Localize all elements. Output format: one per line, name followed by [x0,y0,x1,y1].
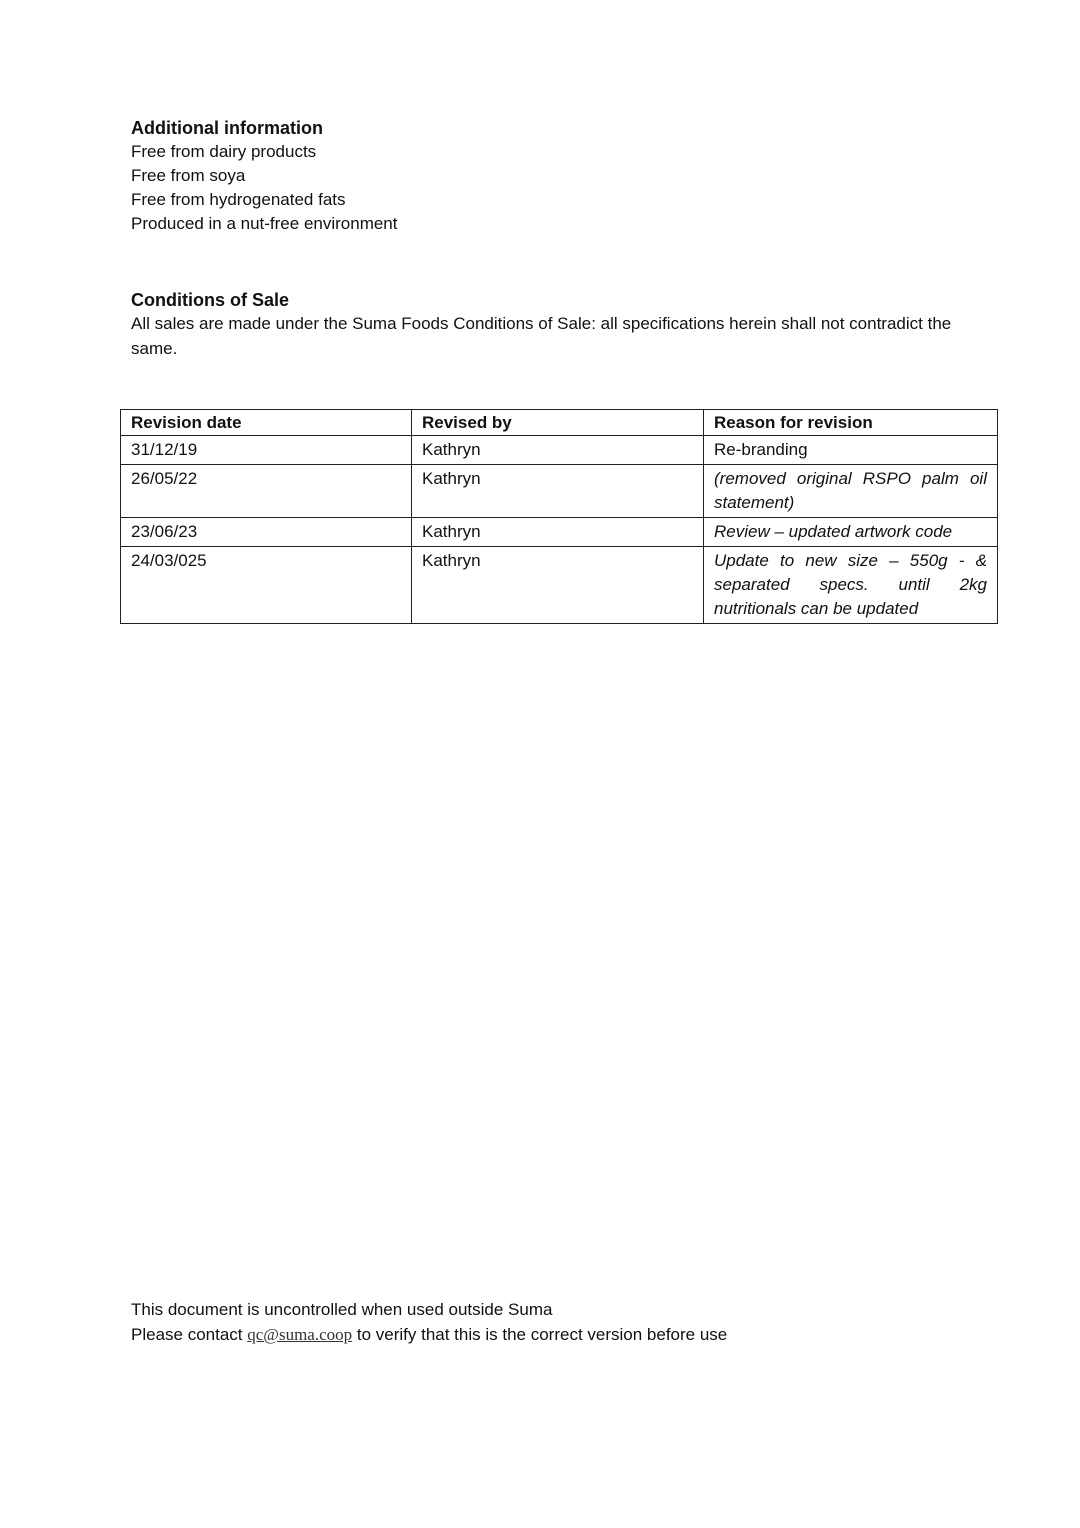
header-revised-by: Revised by [412,410,704,436]
conditions-of-sale-text: All sales are made under the Suma Foods Conditions of Sale: all specifications herein shall not contradict the same. [131,314,952,358]
table-row [121,465,998,518]
info-item: Free from hydrogenated fats [131,190,346,209]
table-row [121,436,998,465]
info-item: Free from dairy products [131,142,317,161]
reason-cell: Re-branding [704,436,998,465]
header-reason-for-revision: Reason for revision [704,410,998,436]
additional-information-heading: Additional information [131,118,323,138]
conditions-of-sale-heading: Conditions of Sale [131,290,290,310]
reason-cell: (removed original RSPO palm oil statement) [704,465,998,518]
table-header-row [121,410,998,436]
revised-by-cell: Kathryn [412,465,704,518]
revised-by-cell: Kathryn [412,547,704,624]
reason-cell: Review – updated artwork code [704,518,998,547]
info-item: Free from soya [131,166,246,185]
revision-date-cell: 23/06/23 [121,518,412,547]
table-row [121,547,998,624]
contact-email-link[interactable]: qc@suma.coop [247,1325,353,1344]
footer-contact-line [131,1322,1031,1347]
revised-by-cell: Kathryn [412,518,704,547]
reason-cell: Update to new size – 550g - & separated specs. until 2kg nutritionals can be updated [704,547,998,624]
revision-date-cell: 26/05/22 [121,465,412,518]
header-revision-date: Revision date [121,410,412,436]
footer-contact-suffix: to verify that this is the correct version before use [352,1325,728,1344]
revision-date-cell: 31/12/19 [121,436,412,465]
footer-uncontrolled-notice: This document is uncontrolled when used outside Suma [131,1300,553,1319]
table-row [121,518,998,547]
info-item: Produced in a nut-free environment [131,214,398,233]
document-footer [131,1297,1031,1347]
revised-by-cell: Kathryn [412,436,704,465]
revision-date-cell: 24/03/025 [121,547,412,624]
footer-contact-prefix: Please contact [131,1325,248,1344]
revision-table [120,409,998,624]
additional-information-section [131,116,971,236]
conditions-of-sale-section [131,288,971,361]
